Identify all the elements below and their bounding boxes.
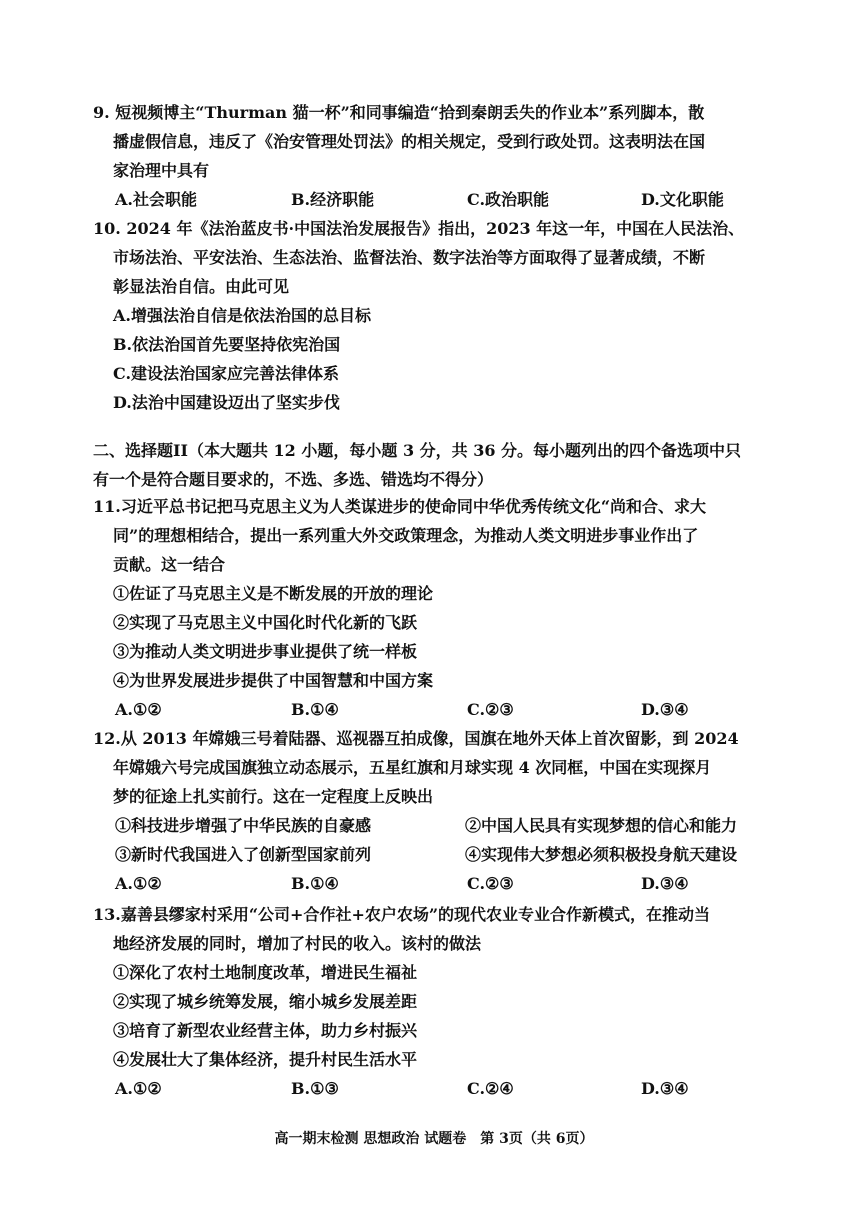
q11-statement-4: ④为世界发展进步提供了中国智慧和中国方案: [113, 671, 434, 690]
q9-line-1: 9. 短视频博主“Thurman 猫一杯”和同事编造“拾到秦朗丢失的作业本”系列脚本，散: [93, 103, 705, 122]
q11-line-2: 同”的理想相结合，提出一系列重大外交政策理念，为推动人类文明进步事业作出了: [113, 526, 699, 545]
q11-option-d: D.③④: [641, 700, 689, 719]
q13-line-1: 13.嘉善县缪家村采用“公司+合作社+农户农场”的现代农业专业合作新模式，在推动当: [93, 905, 711, 924]
q10-option-a: A.增强法治自信是依法治国的总目标: [113, 306, 371, 325]
q13-statement-3: ③培育了新型农业经营主体，助力乡村振兴: [113, 1021, 418, 1040]
q11-option-b: B.①④: [291, 700, 339, 719]
q13-option-a: A.①②: [115, 1079, 162, 1098]
section-2-heading: [93, 436, 783, 494]
q9-option-a: A.社会职能: [115, 190, 197, 209]
q12-statement-4: ④实现伟大梦想必须积极投身航天建设: [465, 845, 738, 864]
q12-statements-row-2: [93, 840, 783, 869]
q9-option-d: D.文化职能: [641, 190, 724, 209]
q12-options: [93, 869, 783, 898]
q13-option-b: B.①③: [291, 1079, 339, 1098]
question-10: [93, 214, 783, 417]
q13-option-d: D.③④: [641, 1079, 689, 1098]
q12-line-3: 梦的征途上扎实前行。这在一定程度上反映出: [113, 787, 434, 806]
q12-option-b: B.①④: [291, 874, 339, 893]
page-footer: 高一期末检测 思想政治 试题卷 第 3页（共 6页）: [274, 1131, 594, 1147]
q11-line-3: 贡献。这一结合: [113, 555, 226, 574]
question-11: [93, 492, 783, 724]
q11-statement-3: ③为推动人类文明进步事业提供了统一样板: [113, 642, 418, 661]
q12-statement-3: ③新时代我国进入了创新型国家前列: [115, 845, 372, 864]
q12-line-2: 年嫦娥六号完成国旗独立动态展示，五星红旗和月球实现 4 次同框，中国在实现探月: [113, 758, 712, 777]
q9-options: [93, 185, 783, 214]
q11-statement-1: ①佐证了马克思主义是不断发展的开放的理论: [113, 584, 434, 603]
q13-statement-4: ④发展壮大了集体经济，提升村民生活水平: [113, 1050, 418, 1069]
q12-option-a: A.①②: [115, 874, 162, 893]
q11-statement-2: ②实现了马克思主义中国化时代化新的飞跃: [113, 613, 418, 632]
q10-option-b: B.依法治国首先要坚持依宪治国: [113, 335, 341, 354]
q12-option-c: C.②③: [467, 874, 514, 893]
q9-line-3: 家治理中具有: [113, 161, 210, 180]
q11-option-a: A.①②: [115, 700, 162, 719]
q9-option-b: B.经济职能: [291, 190, 375, 209]
q11-line-1: 11.习近平总书记把马克思主义为人类谋进步的使命同中华优秀传统文化“尚和合、求大: [93, 497, 707, 516]
q9-line-2: 播虚假信息，违反了《治安管理处罚法》的相关规定，受到行政处罚。这表明法在国: [113, 132, 706, 151]
q11-option-c: C.②③: [467, 700, 514, 719]
q13-option-c: C.②④: [467, 1079, 514, 1098]
q12-option-d: D.③④: [641, 874, 689, 893]
q10-line-1: 10. 2024 年《法治蓝皮书·中国法治发展报告》指出，2023 年这一年，中国在人民法治、: [93, 219, 745, 238]
q9-option-c: C.政治职能: [467, 190, 550, 209]
q13-options: [93, 1074, 783, 1103]
q12-statement-1: ①科技进步增强了中华民族的自豪感: [115, 816, 372, 835]
q12-line-1: 12.从 2013 年嫦娥三号着陆器、巡视器互拍成像，国旗在地外天体上首次留影，到 2024: [93, 729, 739, 748]
q11-options: [93, 695, 783, 724]
question-13: [93, 900, 783, 1103]
q10-option-c: C.建设法治国家应完善法律体系: [113, 364, 340, 383]
q13-statement-2: ②实现了城乡统筹发展，缩小城乡发展差距: [113, 992, 418, 1011]
section-2-line-1: 二、选择题II（本大题共 12 小题，每小题 3 分，共 36 分。每小题列出的四个备选项中只: [93, 441, 742, 460]
q12-statements-row-1: [93, 811, 783, 840]
q10-option-d: D.法治中国建设迈出了坚实步伐: [113, 393, 340, 412]
q12-statement-2: ②中国人民具有实现梦想的信心和能力: [465, 816, 738, 835]
q13-line-2: 地经济发展的同时，增加了村民的收入。该村的做法: [113, 934, 482, 953]
q10-line-2: 市场法治、平安法治、生态法治、监督法治、数字法治等方面取得了显著成绩，不断: [113, 248, 706, 267]
question-12: [93, 724, 783, 898]
section-2-line-2: 有一个是符合题目要求的，不选、多选、错选均不得分）: [93, 470, 494, 489]
question-9: [93, 98, 783, 214]
q13-statement-1: ①深化了农村土地制度改革，增进民生福祉: [113, 963, 418, 982]
q10-line-3: 彰显法治自信。由此可见: [113, 277, 290, 296]
